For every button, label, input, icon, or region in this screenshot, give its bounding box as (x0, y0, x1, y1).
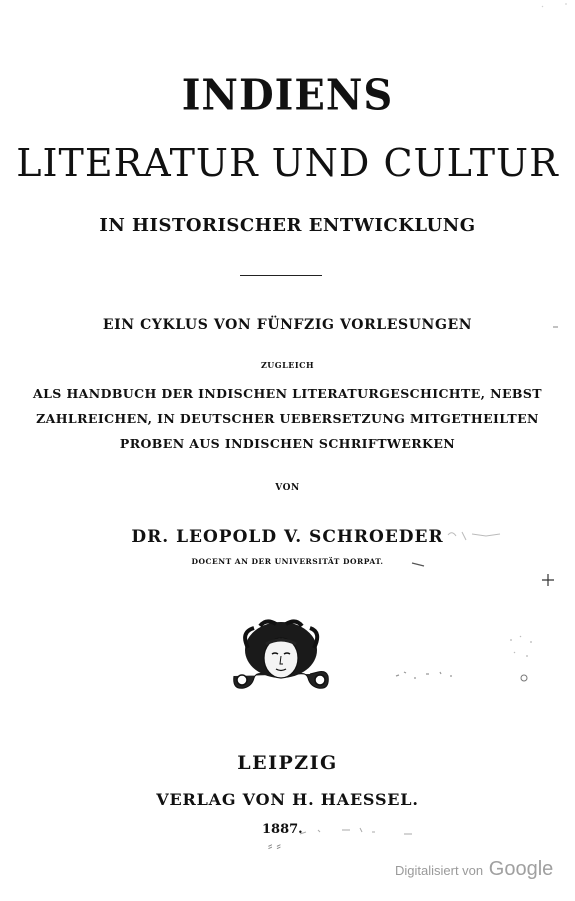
imprint-year: 1887. (262, 822, 303, 837)
watermark-prefix: Digitalisiert von (395, 863, 484, 878)
handbuch-line: ALS HANDBUCH DER INDISCHEN LITERATURGESCHICHTE, NEBST (32, 386, 542, 401)
cycle-description: EIN CYKLUS VON FÜNFZIG VORLESUNGEN (102, 317, 473, 333)
subtitle: IN HISTORISCHER ENTWICKLUNG (99, 215, 476, 236)
watermark-brand: Google (488, 858, 554, 880)
zugleich-label: ZUGLEICH (260, 360, 315, 370)
author-name: DR. LEOPOLD V. SCHROEDER (131, 527, 444, 547)
handbuch-line: ZAHLREICHEN, IN DEUTSCHER UEBERSETZUNG MITGETHEILTEN (36, 411, 539, 426)
author-position: DOCENT AN DER UNIVERSITÄT DORPAT. (191, 557, 384, 566)
von-label: VON (275, 483, 300, 493)
title-line-2: LITERATUR UND CULTUR (16, 141, 559, 185)
handwritten-shelfmark: ⸗ ⸗ (268, 839, 281, 854)
imprint-city: LEIPZIG (237, 752, 338, 774)
handbuch-line: PROBEN AUS INDISCHEN SCHRIFTWERKEN (119, 436, 456, 451)
digitization-watermark (395, 858, 553, 881)
imprint-publisher: VERLAG VON H. HAESSEL. (156, 790, 419, 809)
title-line-1: INDIENS (181, 70, 394, 121)
